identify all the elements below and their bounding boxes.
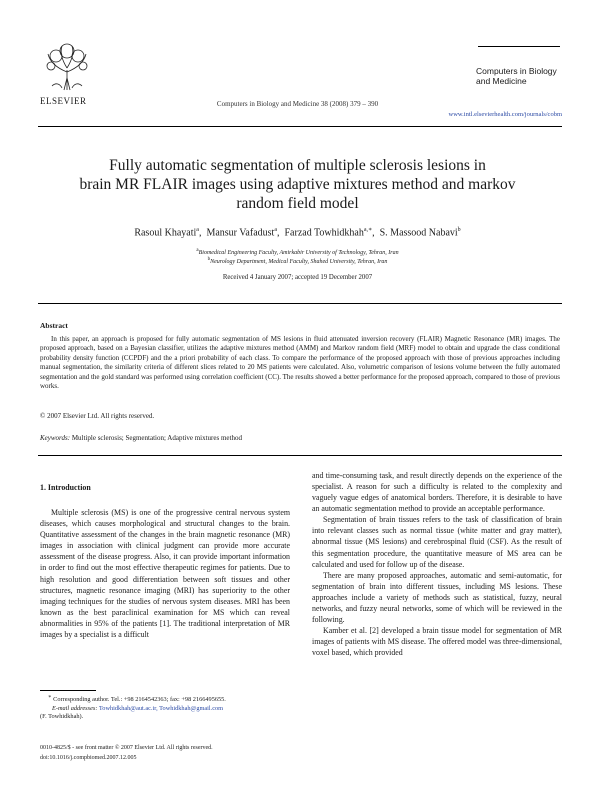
affiliation-a (40, 248, 555, 256)
email-label: E-mail addresses: (52, 704, 98, 712)
footnote (40, 693, 295, 722)
keywords-list: Multiple sclerosis; Segmentation; Adaptive mixtures method (71, 434, 242, 442)
body-paragraph: Kamber et al. [2] developed a brain tissue model for segmentation of MR images of patients with MS disease. The offered model was three-dimensional, voxel based, which provided (312, 626, 562, 658)
header-divider (38, 126, 562, 127)
author-name: Rasoul Khayati (134, 227, 197, 239)
body-right-column (312, 470, 562, 658)
affiliation-b (40, 257, 555, 265)
affiliation-text: Biomedical Engineering Faculty, Amirkabir University of Technology, Tehran, Iran (198, 250, 399, 256)
author-sup: a (274, 227, 277, 233)
affiliation-text: Neurology Department, Medical Faculty, Shahed University, Tehran, Iran (210, 259, 388, 265)
footnote-corresponding-text: Corresponding author. Tel.: +98 2164542363; fax: +98 2166495655. (53, 696, 226, 704)
footnote-divider (40, 690, 96, 691)
abstract-bottom-divider (38, 455, 562, 456)
footnote-marker: ∗ (48, 694, 52, 700)
email-owner: (F. Towhidkhah). (40, 713, 84, 721)
keywords-label: Keywords: (40, 434, 71, 442)
footnote-corresponding (40, 693, 295, 705)
author-name: Farzad Towhidkhah (284, 227, 364, 239)
journal-name-rule (478, 46, 560, 47)
journal-name (476, 66, 571, 86)
issn-line: 0010-4825/$ - see front matter © 2007 Elsevier Ltd. All rights reserved. (40, 745, 213, 751)
author-name: S. Massood Nabavi (379, 227, 458, 239)
abstract-text: In this paper, an approach is proposed for fully automatic segmentation of MS lesions in fluid attenuated inversion recovery (FLAIR) Magnetic Resonance (MR) images. The proposed approach, based on a Bayesian classifier, utilizes the adaptive mixtures method (AMM) and Markov random field (MRF) model to obtain and upgrade the class conditional probability density function (CCPDF) and the a priori probability of each class. To compare the performance of the proposed approach with those of previous approaches including manual segmentation, the similarity criteria of different slices related to 20 MS patients were calculated. Also, volumetric comparison of lesions volume between the fully automated segmentation and the gold standard was performed using correlation coefficient (CC). The results showed a better performance for the proposed approach, compared to those of previous works. (40, 335, 560, 391)
article-title (40, 156, 555, 213)
footnote-emails (40, 705, 295, 714)
front-matter (40, 743, 213, 764)
title-line-1: Fully automatic segmentation of multiple sclerosis lesions in (109, 157, 486, 174)
section-heading: 1. Introduction (40, 483, 91, 492)
affiliation-sup: b (207, 257, 211, 262)
title-line-3: random field model (236, 195, 359, 212)
journal-name-line-1: Computers in Biology (476, 66, 557, 76)
elsevier-tree-icon (42, 42, 92, 92)
body-left-column (40, 470, 290, 640)
author-sup: b (457, 227, 461, 233)
title-line-2: brain MR FLAIR images using adaptive mixtures method and markov (79, 176, 516, 193)
author-sup: a (196, 227, 199, 233)
abstract-heading: Abstract (40, 321, 68, 330)
body-paragraph: Segmentation of brain tissues refers to the task of classification of brain into relevant classes such as normal tissue (white matter and gray matter), abnormal tissue (MS lesions) and cerebrospinal fluid (CSF). As the result of this segmentation procedure, the quantitative measure of MS area can be calculated and used for follow up of the disease. (312, 515, 562, 569)
body-paragraph: Multiple sclerosis (MS) is one of the progressive central nervous system diseases, which causes morphological and structural changes to the brain. Quantitative assessment of the changes in the brain magnetic resonance (MR) images in association with clinical judgment can provide more accurate assessment of the disease progress. Also, it can provide important information in order to find out the most effective therapeutic regimes for patients. Due to high resolution and good differentiation between soft tissues and other structures, magnetic resonance imaging (MRI) has superiority to the other imaging techniques for the studies of nervous system diseases. MRI has been known as the best paraclinical examination for MS which can reveal abnormalities in 95% of the patients [1]. The traditional interpretation of MR images by a specialist is a difficult (40, 508, 290, 639)
email-links[interactable]: Towhidkhah@aut.ac.ir, Towhidkhah@gmail.com (98, 704, 224, 712)
received-dates: Received 4 January 2007; accepted 19 December 2007 (222, 274, 373, 281)
doi-line[interactable]: doi:10.1016/j.compbiomed.2007.12.005 (40, 755, 137, 762)
publisher-name: ELSEVIER (40, 96, 87, 106)
journal-name-line-2: and Medicine (476, 76, 527, 86)
author-sup: a,∗ (363, 227, 373, 233)
keywords (40, 434, 242, 442)
body-paragraph: There are many proposed approaches, automatic and semi-automatic, for segmentation of brain into different tissues, including MS lesions. These approaches include a variety of methods such as statistical, fuzzy, neural networks, and fuzzy neural networks, some of which will be reviewed in the following. (312, 570, 562, 625)
affiliation-sup: a (196, 248, 199, 253)
body-paragraph: and time-consuming task, and result directly depends on the experience of the specialist. A reason for such a difficulty is related to the complexity and vaguely vague edges of anatomical borders. Therefore, it is desirable to have an automatic segmentation method to provide an acceptable performance. (312, 471, 562, 514)
abstract-copyright: © 2007 Elsevier Ltd. All rights reserved. (40, 412, 155, 420)
journal-citation: Computers in Biology and Medicine 38 (2008) 379 – 390 (216, 100, 379, 108)
journal-website-link[interactable]: www.intl.elsevierhealth.com/journals/cobm (448, 111, 562, 118)
author-list: Rasoul Khayati$^a$, Mansur Vafadust$^a$, Farzad Towhidkhah$^{a,∗}$, S. Massood Nabavi$^b$ (134, 227, 461, 239)
abstract-top-divider (38, 303, 562, 304)
author-name: Mansur Vafadust (206, 227, 275, 239)
